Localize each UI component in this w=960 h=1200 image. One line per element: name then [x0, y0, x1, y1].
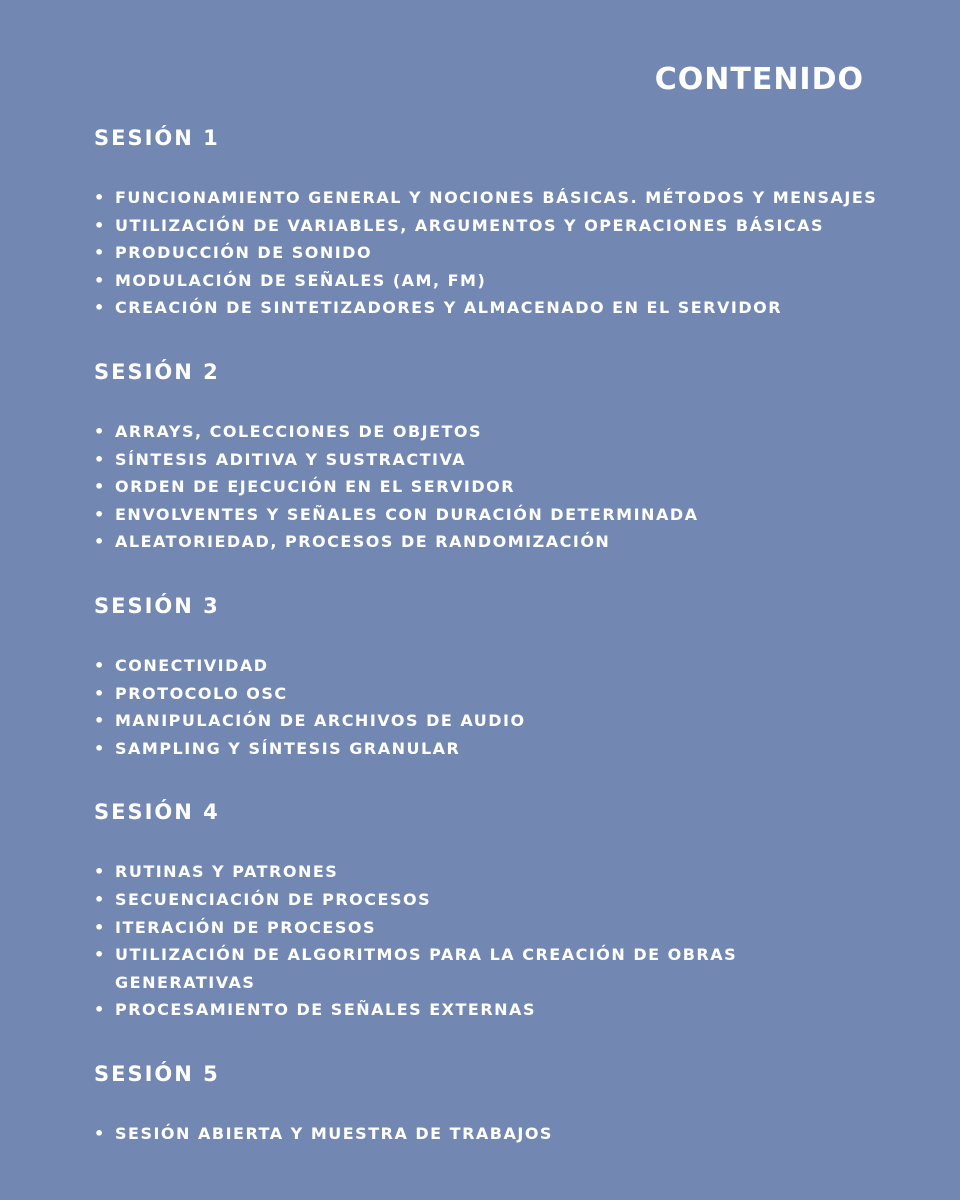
session-heading: SESIÓN 5 [94, 1061, 220, 1086]
session-3 [94, 592, 884, 762]
list-item: • ENVOLVENTES Y SEÑALES CON DURACIÓN DETERMINADA [94, 501, 884, 529]
list-item: • SESIÓN ABIERTA Y MUESTRA DE TRABAJOS [94, 1120, 884, 1148]
session-4 [94, 798, 884, 1024]
session-heading: SESIÓN 3 [94, 593, 220, 618]
session-items [94, 858, 884, 1024]
session-1 [94, 124, 884, 322]
session-items [94, 184, 884, 322]
list-item: • ALEATORIEDAD, PROCESOS DE RANDOMIZACIÓN [94, 528, 884, 556]
list-item: • MANIPULACIÓN DE ARCHIVOS DE AUDIO [94, 707, 884, 735]
session-items [94, 418, 884, 556]
list-item: • ARRAYS, COLECCIONES DE OBJETOS [94, 418, 884, 446]
list-item: • SECUENCIACIÓN DE PROCESOS [94, 886, 884, 914]
session-2 [94, 358, 884, 556]
list-item: • PROCESAMIENTO DE SEÑALES EXTERNAS [94, 996, 884, 1024]
list-item: • ITERACIÓN DE PROCESOS [94, 914, 884, 942]
list-item: • SAMPLING Y SÍNTESIS GRANULAR [94, 735, 884, 763]
list-item: • SÍNTESIS ADITIVA Y SUSTRACTIVA [94, 446, 884, 474]
list-item: • RUTINAS Y PATRONES [94, 858, 884, 886]
list-item: • CREACIÓN DE SINTETIZADORES Y ALMACENADO EN EL SERVIDOR [94, 294, 884, 322]
session-heading: SESIÓN 2 [94, 359, 220, 384]
contents-list [94, 124, 884, 1183]
list-item: • PRODUCCIÓN DE SONIDO [94, 239, 884, 267]
page-title: CONTENIDO [654, 62, 864, 97]
session-5 [94, 1060, 884, 1148]
list-item: • UTILIZACIÓN DE ALGORITMOS PARA LA CREACIÓN DE OBRAS GENERATIVAS [94, 941, 884, 996]
session-items [94, 1120, 884, 1148]
list-item: • PROTOCOLO OSC [94, 680, 884, 708]
session-items [94, 652, 884, 762]
list-item: • FUNCIONAMIENTO GENERAL Y NOCIONES BÁSICAS. MÉTODOS Y MENSAJES [94, 184, 884, 212]
session-heading: SESIÓN 4 [94, 800, 220, 825]
list-item: • UTILIZACIÓN DE VARIABLES, ARGUMENTOS Y OPERACIONES BÁSICAS [94, 212, 884, 240]
list-item: • ORDEN DE EJECUCIÓN EN EL SERVIDOR [94, 473, 884, 501]
list-item: • MODULACIÓN DE SEÑALES (AM, FM) [94, 267, 884, 295]
session-heading: SESIÓN 1 [94, 126, 220, 150]
list-item: • CONECTIVIDAD [94, 652, 884, 680]
